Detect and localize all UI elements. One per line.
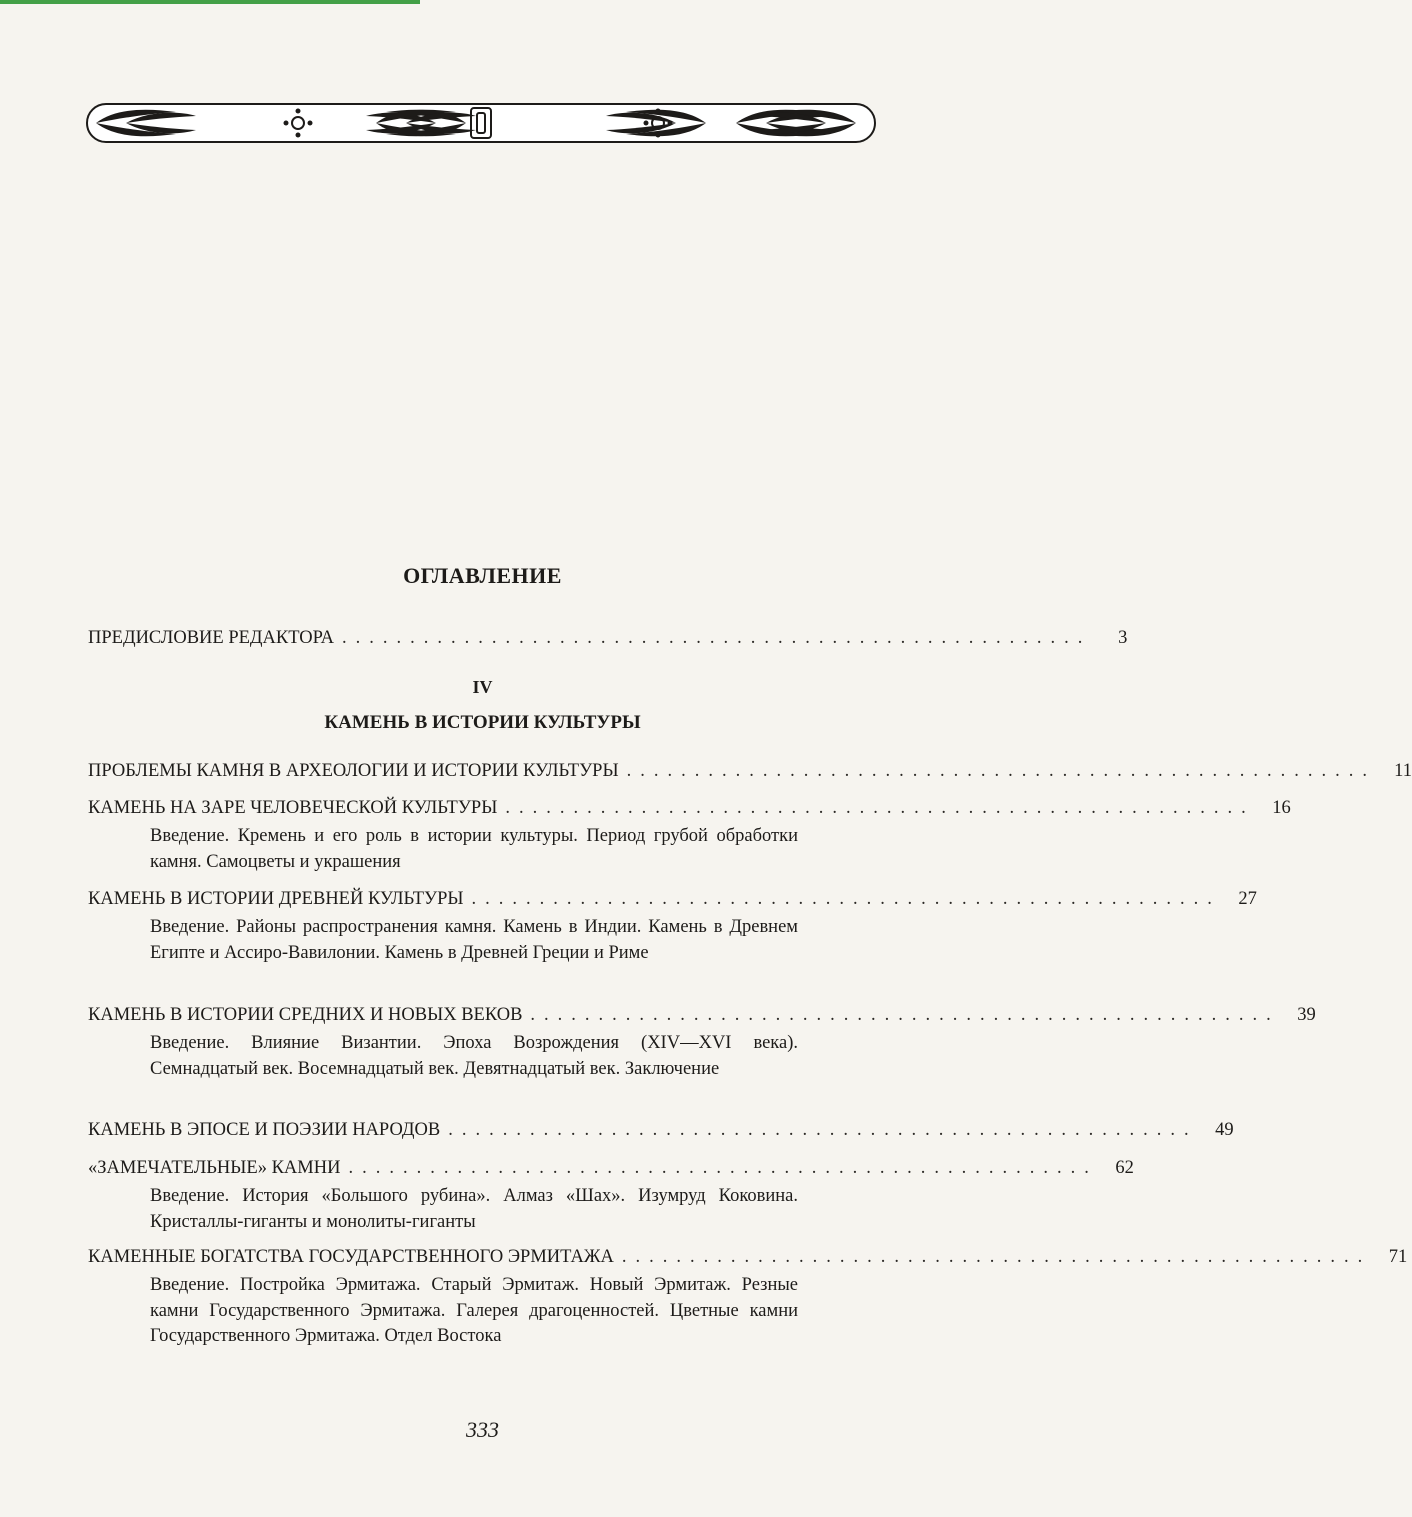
contents-heading: ОГЛАВЛЕНИЕ bbox=[403, 563, 562, 588]
toc-entry-description: Введение. Кремень и его роль в истории культуры. Период грубой обработки камня. Самоцветы и украшения bbox=[150, 826, 798, 872]
toc-entry-description: Введение. Постройка Эрмитажа. Старый Эрмитаж. Новый Эрмитаж. Резные камни Государственного Эрмитажа. Галерея драгоценностей. Цветные камни Государственного Эрмитажа. Отдел Востока bbox=[150, 1275, 798, 1346]
toc-page-number: 27 bbox=[1238, 889, 1257, 909]
toc-page-number: 49 bbox=[1215, 1120, 1234, 1140]
toc-page-number: 71 bbox=[1388, 1247, 1408, 1267]
toc-entry-title: ПРОБЛЕМЫ КАМНЯ В АРХЕОЛОГИИ И ИСТОРИИ КУЛЬТУРЫ bbox=[88, 761, 619, 781]
toc-entry-title: КАМЕНЬ НА ЗАРЕ ЧЕЛОВЕЧЕСКОЙ КУЛЬТУРЫ bbox=[88, 798, 498, 818]
toc-entry[interactable] bbox=[88, 1247, 1408, 1268]
page-number-footer: 333 bbox=[466, 1417, 499, 1442]
leader-dots: ....................................................... bbox=[621, 1247, 1372, 1267]
leader-dots: ....................................................... bbox=[626, 761, 1376, 781]
toc-entry-title: «ЗАМЕЧАТЕЛЬНЫЕ» КАМНИ bbox=[88, 1158, 341, 1178]
toc-entry-title: КАМЕНЬ В ИСТОРИИ СРЕДНИХ И НОВЫХ ВЕКОВ bbox=[88, 1005, 523, 1025]
toc-entry-title: КАМЕННЫЕ БОГАТСТВА ГОСУДАРСТВЕННОГО ЭРМИТАЖА bbox=[88, 1247, 614, 1267]
toc-entry[interactable] bbox=[88, 1005, 1316, 1026]
toc-entry-description: Введение. История «Большого рубина». Алмаз «Шах». Изумруд Коковина. Кристаллы-гиганты и монолиты-гиганты bbox=[150, 1186, 798, 1232]
toc-entry[interactable] bbox=[88, 889, 1257, 910]
part-number: IV bbox=[472, 677, 493, 697]
leader-dots: ....................................................... bbox=[348, 1158, 1098, 1178]
leader-dots: ....................................................... bbox=[505, 798, 1255, 818]
leader-dots: ....................................................... bbox=[448, 1120, 1198, 1140]
decorative-border-ornament bbox=[86, 100, 876, 146]
toc-page-number: 16 bbox=[1272, 798, 1291, 818]
toc-entry-description: Введение. Влияние Византии. Эпоха Возрождения (XIV—XVI века). Семнадцатый век. Восемнадцатый век. Девятнадцатый век. Заключение bbox=[150, 1033, 798, 1079]
leader-dots: ....................................................... bbox=[530, 1005, 1280, 1025]
leader-dots: ....................................................... bbox=[341, 628, 1092, 648]
toc-entry-title: КАМЕНЬ В ЭПОСЕ И ПОЭЗИИ НАРОДОВ bbox=[88, 1120, 441, 1140]
toc-page-number: 11 bbox=[1394, 761, 1412, 781]
toc-entry-preface[interactable] bbox=[88, 628, 1128, 649]
toc-entry[interactable] bbox=[88, 1158, 1134, 1179]
toc-entry-description: Введение. Районы распространения камня. Камень в Индии. Камень в Древнем Египте и Ассиро-Вавилонии. Камень в Древней Греции и Риме bbox=[150, 917, 798, 963]
part-title: КАМЕНЬ В ИСТОРИИ КУЛЬТУРЫ bbox=[324, 712, 641, 733]
toc-entry[interactable] bbox=[88, 761, 1412, 782]
toc-page-number: 3 bbox=[1118, 628, 1128, 648]
toc-page-number: 39 bbox=[1297, 1005, 1316, 1025]
toc-entry[interactable] bbox=[88, 1120, 1234, 1141]
toc-entry[interactable] bbox=[88, 798, 1291, 819]
toc-entry-title: ПРЕДИСЛОВИЕ РЕДАКТОРА bbox=[88, 628, 334, 648]
toc-page-number: 62 bbox=[1115, 1158, 1134, 1178]
leader-dots: ....................................................... bbox=[471, 889, 1221, 909]
toc-entry-title: КАМЕНЬ В ИСТОРИИ ДРЕВНЕЙ КУЛЬТУРЫ bbox=[88, 889, 464, 909]
